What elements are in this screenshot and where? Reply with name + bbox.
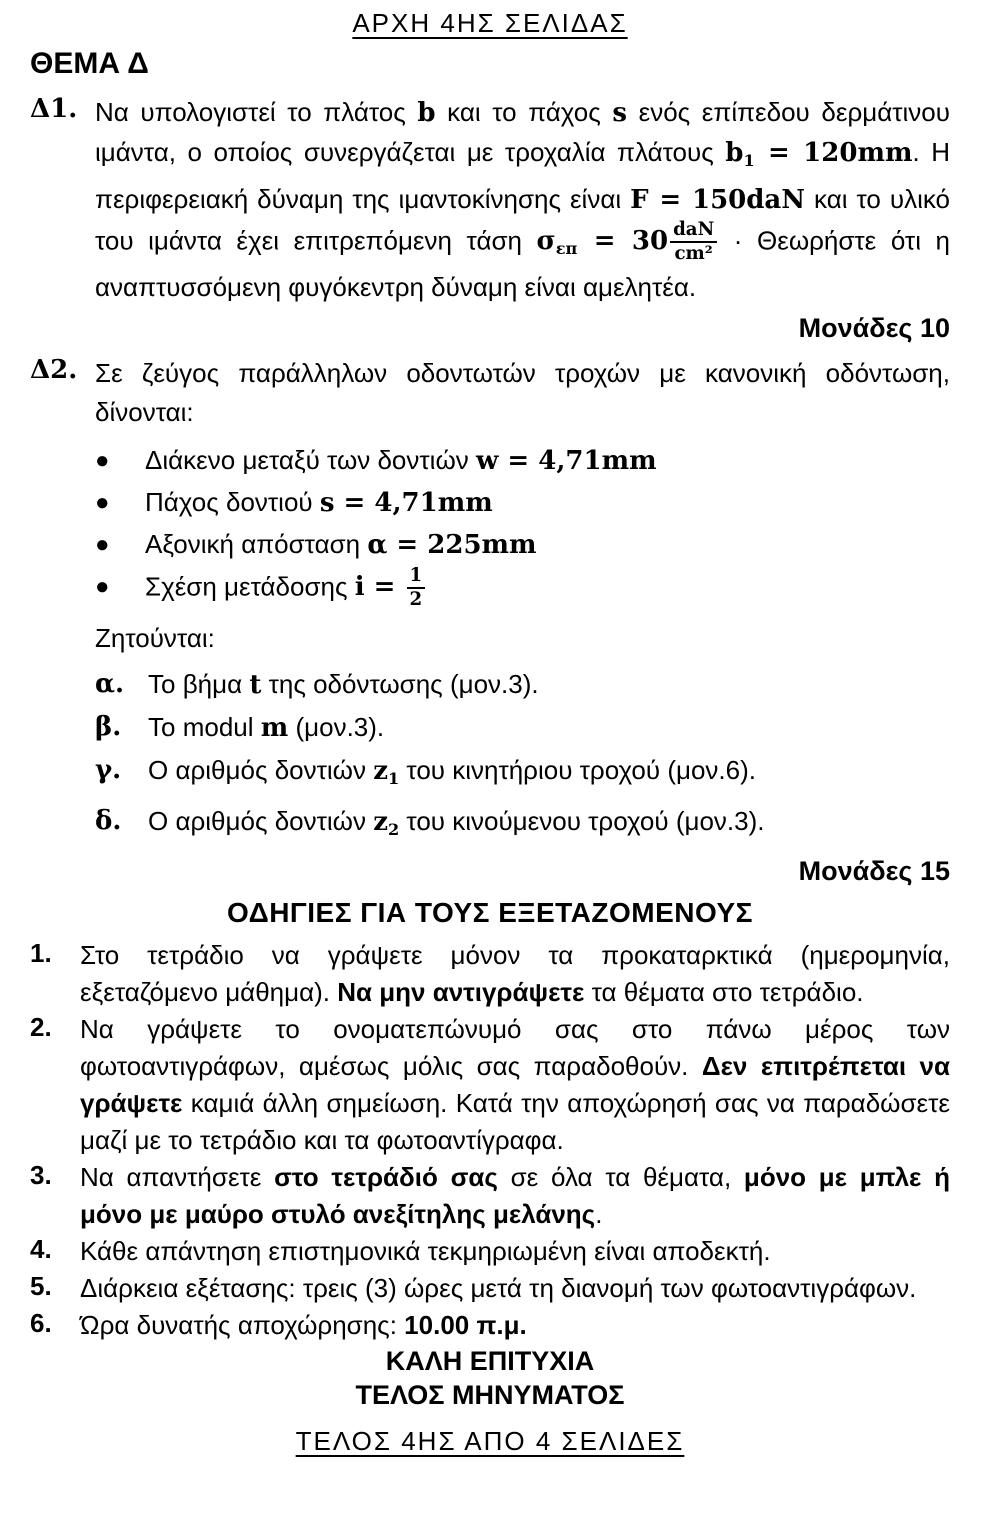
text-run: Αξονική απόσταση bbox=[145, 529, 368, 560]
instruction-item-6 bbox=[30, 1307, 950, 1344]
text-run: Διάκενο μεταξύ των δοντιών bbox=[145, 445, 476, 476]
math-value: = 120mm bbox=[754, 138, 913, 168]
instruction-item-3 bbox=[30, 1159, 950, 1233]
text-run: (μον.3). bbox=[288, 711, 385, 742]
list-item bbox=[95, 800, 950, 851]
math-symbol: b bbox=[725, 138, 744, 168]
text-run: Ώρα δυνατής αποχώρησης: bbox=[80, 1310, 405, 1341]
question-d1-label: Δ1. bbox=[30, 94, 78, 124]
item-number: 1. bbox=[30, 938, 52, 969]
text-run: Να γράψετε το ονοματεπώνυμό σας στο πάνω μέρος των φωτοαντιγράφων, αμέσως μόλις σας παραδοθούν. bbox=[80, 1014, 950, 1082]
text-run: Σχέση μετάδοσης bbox=[145, 571, 355, 602]
math-run bbox=[373, 807, 399, 837]
given-text bbox=[145, 524, 950, 566]
math-symbol: z bbox=[373, 755, 388, 786]
question-d2-intro: Σε ζεύγος παράλληλων οδοντωτών τροχών με κανονική οδόντωση, δίνονται: bbox=[95, 358, 950, 428]
math-run: s = 4,71mm bbox=[319, 488, 493, 519]
bold-run: μόνο με μπλε ή μόνο με μαύρο στυλό ανεξίτηλης μελάνης bbox=[80, 1162, 950, 1230]
sigma-expression bbox=[536, 218, 720, 265]
math-subscript: 1 bbox=[387, 768, 400, 788]
text-run: Ο αριθμός δοντιών bbox=[148, 805, 374, 836]
math-symbol: i = bbox=[354, 572, 396, 603]
list-item bbox=[95, 440, 950, 482]
text-run: . bbox=[595, 1199, 603, 1230]
instruction-text: Κάθε απάντηση επιστημονικά τεκμηριωμένη είναι αποδεκτή. bbox=[80, 1236, 771, 1267]
math-run bbox=[373, 756, 399, 786]
math-symbol: σ bbox=[536, 226, 556, 257]
page-header-text: ΑΡΧΗ 4ΗΣ ΣΕΛΙΔΑΣ bbox=[352, 8, 628, 38]
footer-wish: ΚΑΛΗ ΕΠΙΤΥΧΙΑ bbox=[385, 1346, 595, 1377]
math-run: t bbox=[249, 669, 262, 700]
list-item bbox=[95, 566, 950, 611]
fraction-numerator: daN bbox=[670, 220, 717, 243]
instruction-item-1 bbox=[30, 937, 950, 1011]
page-header bbox=[30, 8, 950, 39]
text-run: τα θέματα στο τετράδιο. bbox=[584, 977, 864, 1008]
bold-run: Να μην αντιγράψετε bbox=[337, 977, 585, 1008]
bold-run: στο τετράδιό σας bbox=[274, 1162, 498, 1193]
asked-heading: Ζητούνται: bbox=[95, 622, 215, 653]
bullet-icon: ● bbox=[95, 489, 110, 517]
instruction-text bbox=[80, 1011, 950, 1159]
item-label: δ. bbox=[95, 805, 122, 836]
math-run: m bbox=[260, 712, 289, 743]
math-subscript: 2 bbox=[387, 819, 400, 839]
bullet-icon: ● bbox=[95, 447, 110, 475]
text-run: Να απαντήσετε bbox=[80, 1162, 275, 1193]
given-text bbox=[145, 566, 950, 611]
text-run: ενός επίπεδου δερμάτινου ιμάντα, ο οποίος συνεργάζεται με τροχαλία πλάτους bbox=[95, 97, 950, 167]
instruction-text: Διάρκεια εξέτασης: τρεις (3) ώρες μετά τη διανομή των φωτοαντιγράφων. bbox=[80, 1273, 917, 1304]
text-run: Θεωρήστε ότι η αναπτυσσόμενη φυγόκεντρη δύναμη είναι αμελητέα. bbox=[95, 225, 950, 303]
text-run: καμιά άλλη σημείωση. Κατά την αποχώρησή σας να παραδώσετε μαζί με το τετράδιο και τα φωτοαντίγραφα. bbox=[80, 1088, 950, 1156]
list-item bbox=[95, 749, 950, 800]
requirement-text bbox=[148, 800, 950, 851]
item-number: 5. bbox=[30, 1271, 52, 1302]
item-label: β. bbox=[95, 711, 122, 742]
item-label: α. bbox=[95, 668, 125, 699]
math-subscript: επ bbox=[555, 239, 578, 259]
instruction-item-2 bbox=[30, 1011, 950, 1159]
question-d1 bbox=[30, 93, 950, 307]
bullet-icon: ● bbox=[95, 531, 110, 559]
item-number: 3. bbox=[30, 1160, 52, 1191]
given-text bbox=[145, 482, 950, 524]
footer-end-page bbox=[30, 1426, 950, 1457]
text-run: της οδόντωσης (μον.3). bbox=[261, 668, 539, 699]
text-run: Το modul bbox=[148, 711, 261, 742]
question-d2 bbox=[30, 354, 950, 850]
separator-dot: · bbox=[719, 225, 757, 256]
bold-run: Δεν επιτρέπεται να γράψετε bbox=[80, 1051, 950, 1119]
footer-end-page-text: ΤΕΛΟΣ 4ΗΣ ΑΠΟ 4 ΣΕΛΙΔΕΣ bbox=[295, 1426, 685, 1457]
text-run: και το πάχος bbox=[435, 97, 613, 127]
bullet-icon: ● bbox=[95, 573, 110, 601]
bold-run: 10.00 π.μ. bbox=[404, 1310, 527, 1341]
math-run bbox=[725, 138, 912, 168]
text-run: Ο αριθμός δοντιών bbox=[148, 754, 374, 785]
fraction-numerator: 1 bbox=[407, 566, 426, 589]
text-run: . Η περιφερειακή δύναμη της ιμαντοκίνησης είναι bbox=[95, 137, 951, 214]
text-run: Το βήμα bbox=[148, 668, 250, 699]
fraction bbox=[670, 220, 717, 265]
question-d1-text bbox=[95, 93, 950, 307]
fraction-denominator: 2 bbox=[409, 589, 423, 611]
item-number: 2. bbox=[30, 1012, 52, 1043]
text-run: Να υπολογιστεί το πλάτος bbox=[95, 97, 418, 127]
text-run: Στο τετράδιο να γράψετε μόνον τα προκαταρκτικά (ημερομηνία, εξεταζόμενο μάθημα). bbox=[80, 940, 950, 1008]
fraction-denominator: cm² bbox=[674, 243, 713, 265]
footer-end-message: ΤΕΛΟΣ ΜΗΝΥΜΑΤΟΣ bbox=[355, 1380, 625, 1411]
question-d2-label: Δ2. bbox=[30, 355, 78, 386]
math-run: w = 4,71mm bbox=[475, 446, 657, 477]
instruction-text bbox=[80, 937, 950, 1011]
text-run: και το υλικό του ιμάντα έχει επιτρεπόμενη τάση bbox=[95, 183, 950, 256]
list-item bbox=[95, 706, 950, 749]
math-symbol: z bbox=[373, 806, 388, 837]
instructions-title: ΟΔΗΓΙΕΣ ΓΙΑ ΤΟΥΣ ΕΞΕΤΑΖΟΜΕΝΟΥΣ bbox=[227, 897, 753, 929]
list-item bbox=[95, 524, 950, 566]
requirement-text bbox=[148, 663, 950, 706]
text-run: του κινητήριου τροχού (μον.6). bbox=[399, 754, 756, 785]
math-run: F = 150daN bbox=[630, 184, 806, 215]
math-subscript: 1 bbox=[743, 150, 755, 170]
points-d2: Μονάδες 15 bbox=[798, 856, 950, 887]
instruction-item-5 bbox=[30, 1270, 950, 1307]
requirements-list bbox=[95, 663, 950, 851]
instruction-text bbox=[80, 1159, 950, 1233]
fraction bbox=[407, 566, 426, 611]
instruction-item-4 bbox=[30, 1233, 950, 1270]
text-run: του κινούμενου τροχού (μον.3). bbox=[399, 805, 765, 836]
item-number: 4. bbox=[30, 1234, 52, 1265]
math-run: b bbox=[417, 98, 436, 128]
item-number: 6. bbox=[30, 1308, 52, 1339]
instruction-text bbox=[80, 1307, 950, 1344]
given-text bbox=[145, 440, 950, 482]
theme-title: ΘΕΜΑ Δ bbox=[30, 47, 149, 80]
requirement-text bbox=[148, 749, 950, 800]
requirement-text bbox=[148, 706, 950, 749]
text-run: σε όλα τα θέματα, bbox=[497, 1162, 744, 1193]
math-run: s bbox=[612, 98, 627, 128]
text-run: Πάχος δοντιού bbox=[145, 487, 320, 518]
list-item bbox=[95, 663, 950, 706]
math-run bbox=[354, 565, 427, 611]
points-d1: Μονάδες 10 bbox=[798, 313, 950, 344]
list-item bbox=[95, 482, 950, 524]
math-run: α = 225mm bbox=[367, 530, 537, 561]
givens-list bbox=[95, 440, 950, 611]
math-value: = 30 bbox=[577, 226, 669, 257]
item-label: γ. bbox=[95, 754, 122, 785]
